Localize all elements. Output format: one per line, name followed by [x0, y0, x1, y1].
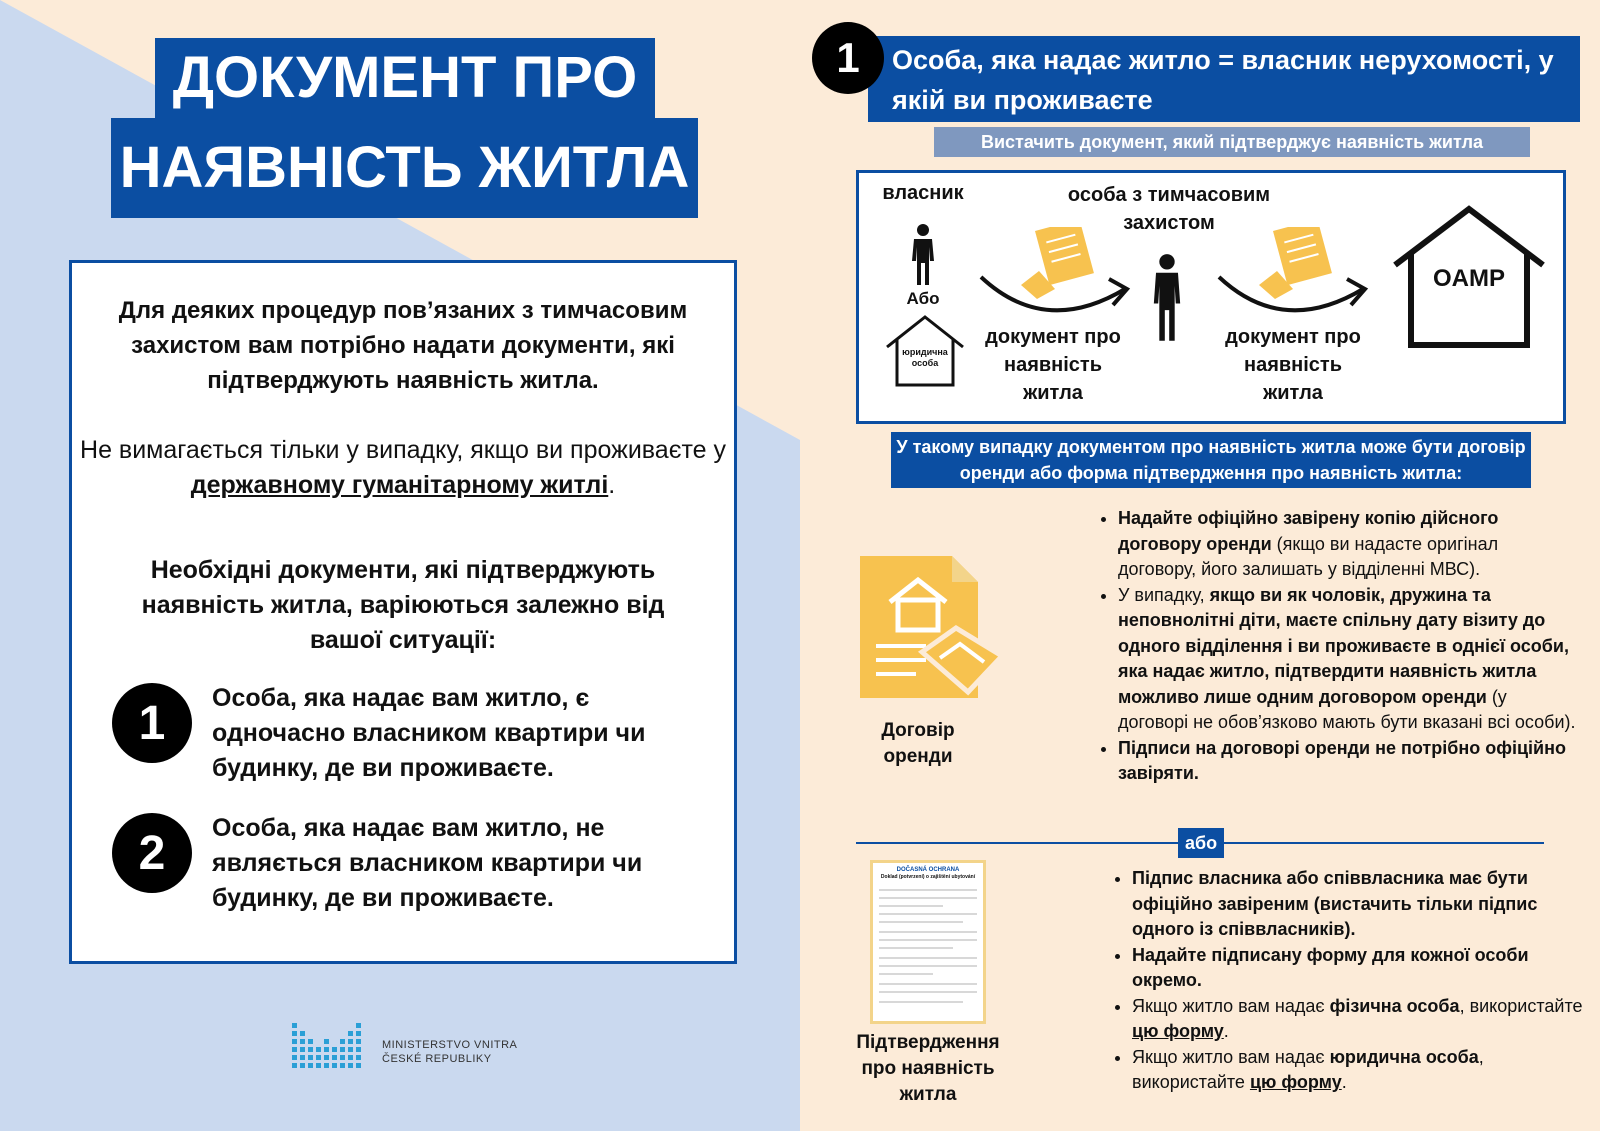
form-bullet-3-post: . [1223, 1021, 1229, 1041]
document-transfer-arrow-2-icon [1213, 227, 1373, 327]
lease-bullet-2-normal: (у договорі не обов’язково мають бути вказані всі особи). [1118, 686, 1576, 732]
form-bullet-4-pre: Якщо житло вам надає [1132, 1046, 1330, 1067]
section-title: Особа, яка надає житло = власник нерухомості, у якій ви проживаєте [868, 36, 1580, 122]
temp-person-label: особа з тимчасовим захистом [1067, 184, 1271, 234]
form-bullet-1 [1132, 866, 1588, 943]
form-bullet-3-mid: , використайте [1459, 995, 1583, 1016]
lease-bullets [1096, 506, 1576, 787]
lease-label: Договір оренди [881, 720, 955, 767]
ministry-name-line2: ČESKÉ REPUBLIKY [382, 1053, 492, 1065]
lease-bullet-1-bold: Надайте офіційно завірену копію дійсного договору оренди [1118, 508, 1499, 554]
form-label: Підтвердження про наявність житла [856, 1032, 1000, 1105]
form-bullet-2-bold: Надайте підписану форму для кожної особи окремо. [1132, 944, 1529, 990]
form-bullet-3-bold: фізична особа [1329, 995, 1460, 1016]
humanitarian-housing-link[interactable]: державному гуманітарному житлі [190, 471, 609, 499]
ministry-name-line1: MINISTERSTVO VNITRA [382, 1039, 518, 1051]
form-bullet-3 [1132, 994, 1588, 1045]
form-bullet-1-bold: Підпис власника або співвласника має бути офіційно завіреним (вистачить тільки підпис одного із співвласників). [1132, 868, 1538, 939]
section-subtitle: Вистачить документ, який підтверджує наявність житла [934, 127, 1530, 157]
form-bullet-4-post: . [1341, 1072, 1347, 1092]
item-1-text: Особа, яка надає вам житло, є одночасно власником квартири чи будинку, де ви проживаєте. [212, 684, 646, 782]
section-number-badge: 1 [812, 22, 884, 94]
form-bullet-4 [1132, 1045, 1588, 1096]
legal-entity-label: юридична особа [902, 347, 948, 368]
flow-diagram [856, 170, 1566, 424]
lease-bullet-3-bold: Підписи на договорі оренди не потрібно офіційно завіряти. [1118, 737, 1566, 783]
form-bullets [1110, 866, 1588, 1096]
temp-person-icon [1145, 253, 1189, 343]
form-bullet-2 [1132, 943, 1588, 994]
form-thumbnail-lines-icon [873, 884, 983, 1014]
lease-bullet-3 [1118, 736, 1576, 787]
lease-contract-icon [856, 552, 1006, 702]
ministry-name [382, 1038, 517, 1066]
page-title-line2: НАЯВНІСТЬ ЖИТЛА [111, 118, 698, 218]
form-bullet-4-mid: , використайте [1132, 1046, 1484, 1092]
form-bullet-4-bold: юридична особа [1329, 1046, 1479, 1067]
document-transfer-arrow-1-icon [975, 227, 1135, 327]
item-2-text: Особа, яка надає вам житло, не являється власником квартири чи будинку, де ви проживаєте. [212, 814, 643, 912]
document-label-1: документ про наявність житла [985, 326, 1121, 404]
document-label-2: документ про наявність житла [1225, 326, 1361, 404]
case-note: У такому випадку документом про наявність житла може бути договір оренди або форма підтвердження про наявність житла: [891, 432, 1531, 488]
owner-label: власник [882, 182, 964, 204]
form-thumbnail-title2: Doklad (potvrzení) o zajištění ubytování [880, 874, 976, 880]
natural-person-form-link[interactable]: цю форму [1132, 1021, 1224, 1041]
lease-bullet-2 [1118, 583, 1576, 736]
lease-bullet-2-pre: У випадку, [1118, 584, 1210, 605]
not-required-suffix: . [608, 471, 616, 499]
documents-heading: Необхідні документи, які підтверджують наявність житла, варіюються залежно від вашої ситуації: [141, 556, 665, 654]
form-bullet-3-pre: Якщо житло вам надає [1132, 995, 1330, 1016]
form-thumbnail-title1: DOČASNÁ OCHRANA [896, 867, 960, 873]
ministry-logo-icon [290, 1015, 370, 1077]
lease-bullet-1 [1118, 506, 1576, 583]
or-label: Або [906, 289, 940, 308]
legal-entity-form-link[interactable]: цю форму [1249, 1072, 1342, 1092]
not-required-text [80, 433, 726, 503]
item-2-number-badge: 2 [112, 813, 192, 893]
lease-bullet-2-bold: якщо ви як чоловік, дружина та неповнолітні діти, маєте спільну дату візиту до одного відділення і ви проживаєте в однієї особи, яка надає житло, підтвердити наявність житла можливо лише одним договором оренди [1118, 584, 1569, 707]
page-title-line1: ДОКУМЕНТ ПРО [155, 38, 655, 122]
confirmation-form-thumbnail[interactable] [870, 860, 986, 1024]
owner-person-icon [903, 223, 943, 287]
lease-bullet-1-normal: (якщо ви надасте оригінал договору, його залишать у відділенні МВС). [1118, 533, 1499, 579]
oamp-label: OAMP [1433, 265, 1505, 292]
or-divider-label: або [1178, 828, 1224, 858]
info-panel [69, 260, 737, 964]
item-1-number-badge: 1 [112, 683, 192, 763]
not-required-prefix: Не вимагається тільки у випадку, якщо ви проживаєте у [80, 436, 726, 464]
intro-text: Для деяких процедур пов’язаних з тимчасовим захистом вам потрібно надати документи, які підтверджують наявність житла. [118, 297, 688, 394]
